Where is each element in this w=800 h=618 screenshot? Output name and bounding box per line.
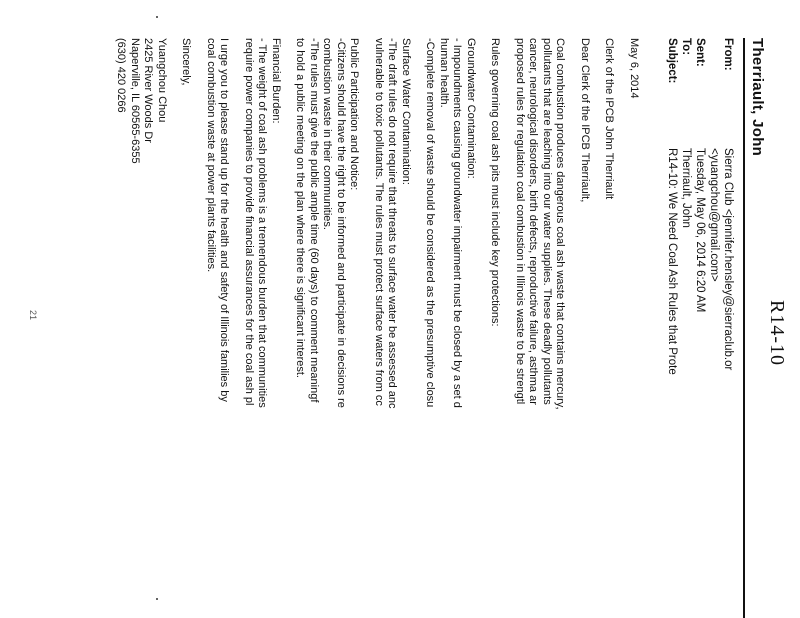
scan-speck bbox=[156, 16, 158, 18]
paragraph-key-protections bbox=[488, 38, 502, 598]
text-line: human health. bbox=[438, 38, 450, 108]
header-divider bbox=[743, 38, 745, 618]
document-number: R14-10 bbox=[766, 300, 788, 366]
header-from bbox=[722, 38, 734, 370]
section-heading: Public Participation and Notice: bbox=[348, 38, 361, 191]
signature-block bbox=[114, 38, 168, 598]
letter-date: May 6, 2014 bbox=[628, 38, 640, 99]
text-line: cancer, neurological disorders, birth defects, reproductive failure, asthma ar bbox=[527, 38, 540, 405]
sender-name: Therriault, John bbox=[749, 38, 766, 157]
text-line: coal combustion waste at power plants facilities. bbox=[205, 38, 217, 273]
signer-name: Yuangchou Chou bbox=[156, 38, 168, 123]
text-line: vulnerable to toxic pollutants. The rules must protect surface waters from cc bbox=[373, 38, 385, 406]
header-sent-value: Tuesday, May 06, 2014 6:20 AM bbox=[694, 148, 706, 313]
paragraph-surface-water bbox=[372, 38, 413, 598]
text-line: Rules governing coal ash pits must include key protections: bbox=[489, 38, 502, 327]
greeting-line-2: Dear Clerk of the IPCB Therriault, bbox=[579, 38, 591, 203]
text-line: -The draft rules do not require that threats to surface water be assessed anc bbox=[386, 38, 399, 409]
closing-line: Sincerely, bbox=[180, 38, 193, 86]
text-line: I urge you to please stand up for the health and safety of Illinois families by bbox=[218, 38, 231, 402]
paragraph-intro bbox=[513, 38, 567, 598]
section-heading: Surface Water Contamination: bbox=[400, 38, 412, 185]
text-line: -Citizens should have the right to be informed and participate in decisions re bbox=[335, 38, 347, 408]
header-sent-label: Sent: bbox=[694, 38, 706, 67]
text-line: proposed rules for regulation coal combustion in Illinois waste to be strengtl bbox=[514, 38, 526, 405]
closing bbox=[179, 38, 193, 598]
signer-phone: (630) 420 0266 bbox=[115, 38, 128, 113]
text-line: -The rules must give the public ample time (60 days) to comment meaningf bbox=[308, 38, 320, 403]
text-line: combustion waste in their communities. bbox=[321, 38, 334, 230]
page-number: 21 bbox=[28, 310, 38, 321]
paragraph-groundwater bbox=[423, 38, 477, 598]
scan-speck bbox=[156, 598, 158, 600]
section-heading: Financial Burden: bbox=[270, 38, 282, 124]
text-line: pollutants that are leaching into our water supplies. These deadly pollutants bbox=[541, 38, 553, 405]
header-from-value: Sierra Club <jennifer.hensley@sierraclub.or bbox=[722, 148, 734, 371]
header-subject bbox=[666, 38, 678, 375]
header-subject-value: R14-10: We Need Coal Ash Rules that Prote bbox=[666, 148, 678, 375]
letter-body bbox=[103, 38, 640, 598]
greeting-line-1: Clerk of the IPCB John Therriault bbox=[603, 38, 616, 200]
paragraph-financial-burden bbox=[242, 38, 283, 598]
text-line: - Impoundments causing groundwater impairment must be closed by a set d bbox=[451, 38, 464, 408]
text-line: -Complete removal of waste should be considered as the presumptive closu bbox=[424, 38, 437, 408]
paragraph-urge bbox=[204, 38, 231, 598]
section-heading: Groundwater Contamination: bbox=[465, 38, 477, 179]
header-from-cont bbox=[708, 38, 720, 282]
header-sent bbox=[694, 38, 706, 312]
text-line: Coal combustion produces dangerous coal ash waste that contains mercury, bbox=[554, 38, 567, 410]
header-to-value: Therriault, John bbox=[680, 148, 692, 228]
header-from-label: From: bbox=[722, 38, 734, 71]
text-line: require power companies to provide financial assurances for the coal ash pl bbox=[243, 38, 255, 406]
paragraph-public-participation bbox=[293, 38, 361, 598]
signer-street: 2425 River Woods Dr bbox=[142, 38, 155, 143]
header-to-label: To: bbox=[680, 38, 692, 56]
text-line: to hold a public meeting on the plan where there is significant interest. bbox=[294, 38, 307, 378]
header-to bbox=[680, 38, 692, 228]
signer-city: Naperville, IL 60565-6355 bbox=[129, 38, 141, 164]
header-subject-label: Subject: bbox=[666, 38, 678, 84]
text-line: - The weight of coal ash problems is a tremendous burden that communities bbox=[256, 38, 269, 408]
header-from-email: <yuangchou@gmail.com> bbox=[708, 148, 720, 282]
